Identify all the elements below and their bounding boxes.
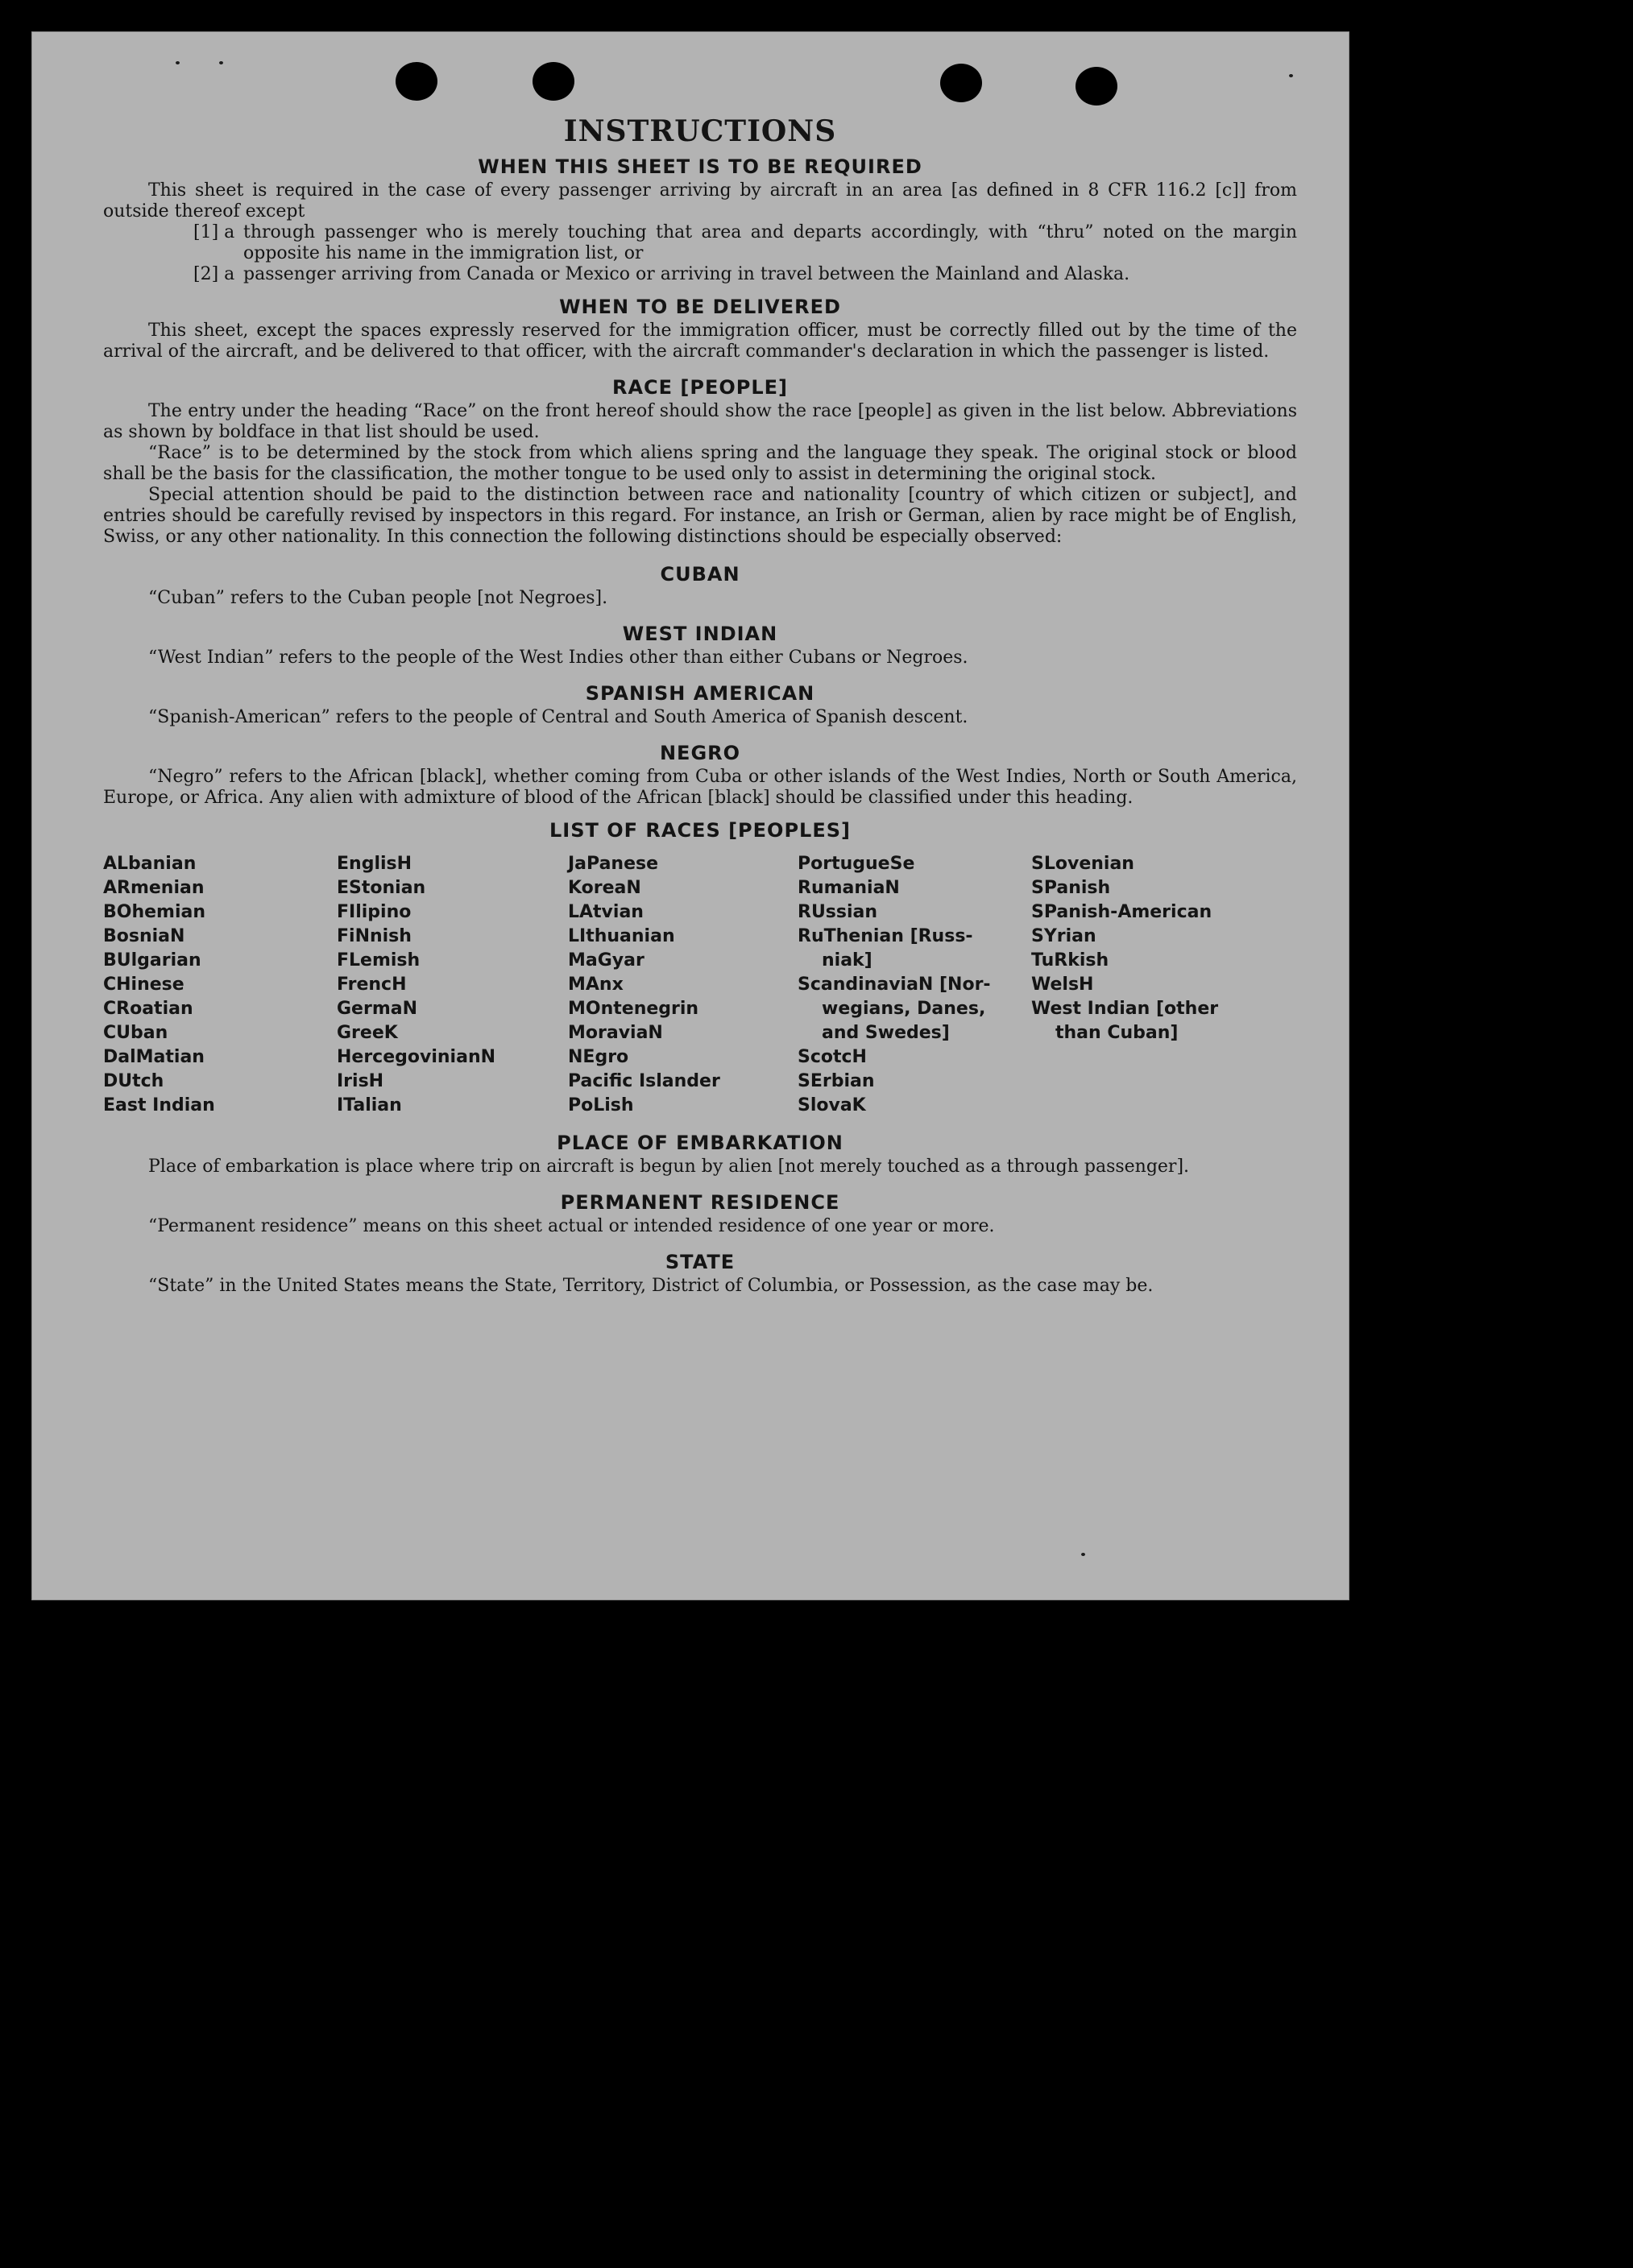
section-heading: CUBAN	[660, 563, 740, 586]
race-entry: SPanish	[1031, 878, 1111, 898]
race-entry: SErbian	[798, 1071, 875, 1091]
races-column	[568, 852, 798, 1118]
section-paragraph: “Cuban” refers to the Cuban people [not Negroes].	[148, 588, 608, 608]
section-race	[103, 374, 1297, 548]
ink-speck	[1081, 1553, 1085, 1556]
exception-number: [1] a	[193, 222, 235, 242]
races-table	[103, 852, 1297, 1118]
section-permanent-residence	[103, 1189, 1297, 1237]
race-entry: ARmenian	[103, 878, 205, 898]
race-entry: Pacific Islander	[568, 1071, 720, 1091]
race-entry: DalMatian	[103, 1047, 205, 1067]
document-page	[32, 32, 1349, 1600]
race-entry: BUlgarian	[103, 950, 201, 971]
race-entry: FiNnish	[337, 926, 412, 946]
races-column	[337, 852, 568, 1118]
ink-speck	[176, 61, 180, 64]
race-entry: SPanish-American	[1031, 902, 1212, 922]
race-entry: EnglisH	[337, 854, 412, 874]
section-west-indian	[103, 620, 1297, 668]
race-entry: GermaN	[337, 999, 418, 1019]
exception-item	[103, 222, 1297, 264]
section-heading: LIST OF RACES [PEOPLES]	[549, 819, 851, 842]
punch-hole	[940, 64, 982, 102]
race-entry: than Cuban]	[1055, 1023, 1179, 1043]
section-heading: SPANISH AMERICAN	[585, 682, 815, 705]
section-heading: NEGRO	[659, 742, 741, 764]
race-entry: SYrian	[1031, 926, 1096, 946]
section-embarkation	[103, 1129, 1297, 1177]
section-paragraph: This sheet is required in the case of every passenger arriving by aircraft in an area [as defined in 8 CFR 116.2 [c]] from outside thereof except	[103, 180, 1297, 221]
race-entry: MAnx	[568, 975, 624, 995]
race-entry: niak]	[822, 950, 872, 971]
race-entry: MaGyar	[568, 950, 644, 971]
ink-speck	[219, 61, 223, 64]
section-required	[103, 153, 1297, 285]
punch-hole	[1076, 67, 1117, 106]
section-paragraph: Place of embarkation is place where trip on aircraft is begun by alien [not merely touched as a through passenger].	[148, 1157, 1190, 1177]
races-column	[798, 852, 1031, 1118]
section-heading: PLACE OF EMBARKATION	[557, 1132, 843, 1154]
race-entry: CUban	[103, 1023, 168, 1043]
race-entry: SLovenian	[1031, 854, 1134, 874]
section-heading: WHEN TO BE DELIVERED	[559, 296, 841, 318]
race-entry: West Indian [other	[1031, 999, 1219, 1019]
exception-number: [2] a	[193, 264, 235, 284]
race-entry: BosniaN	[103, 926, 185, 946]
race-entry: LAtvian	[568, 902, 644, 922]
race-entry: wegians, Danes,	[822, 999, 986, 1019]
race-entry: CHinese	[103, 975, 184, 995]
race-entry: RumaniaN	[798, 878, 900, 898]
race-entry: MOntenegrin	[568, 999, 699, 1019]
race-entry: CRoatian	[103, 999, 193, 1019]
document-body	[103, 113, 1297, 1297]
section-paragraph: Special attention should be paid to the distinction between race and nationality [country of which citizen or subject], and entries should be carefully revised by inspectors in this regard. For instance, an Irish or German, alien by race might be of English, Swiss, or any other nationality. In this connection the following distinctions should be especially observed:	[103, 485, 1297, 547]
race-entry: and Swedes]	[822, 1023, 950, 1043]
document-title: INSTRUCTIONS	[563, 114, 837, 148]
race-entry: East Indian	[103, 1095, 215, 1115]
race-entry: BOhemian	[103, 902, 206, 922]
race-entry: ScotcH	[798, 1047, 867, 1067]
race-entry: PortugueSe	[798, 854, 915, 874]
section-delivered	[103, 293, 1297, 362]
race-entry: ITalian	[337, 1095, 402, 1115]
race-entry: ALbanian	[103, 854, 197, 874]
race-entry: RuThenian [Russ-	[798, 926, 973, 946]
section-paragraph: “Race” is to be determined by the stock from which aliens spring and the language they speak. The original stock or blood shall be the basis for the classification, the mother tongue to be used only to assist in determining the original stock.	[103, 443, 1297, 484]
races-column	[103, 852, 337, 1118]
section-cuban	[103, 561, 1297, 609]
race-entry: LIthuanian	[568, 926, 675, 946]
section-paragraph: “West Indian” refers to the people of the West Indies other than either Cubans or Negroes.	[148, 648, 968, 668]
race-entry: SlovaK	[798, 1095, 866, 1115]
section-paragraph: “State” in the United States means the State, Territory, District of Columbia, or Possession, as the case may be.	[148, 1276, 1154, 1296]
section-heading: PERMANENT RESIDENCE	[560, 1191, 840, 1214]
race-entry: WelsH	[1031, 975, 1094, 995]
race-entry: NEgro	[568, 1047, 629, 1067]
race-entry: EStonian	[337, 878, 426, 898]
exception-text: through passenger who is merely touching that area and departs accordingly, with “thru” noted on the margin opposite his name in the immigration list, or	[243, 222, 1297, 263]
section-paragraph: “Negro” refers to the African [black], whether coming from Cuba or other islands of the West Indies, North or South America, Europe, or Africa. Any alien with admixture of blood of the African [black] should be classified under this heading.	[103, 767, 1297, 808]
exception-text: passenger arriving from Canada or Mexico or arriving in travel between the Mainland and Alaska.	[243, 264, 1130, 284]
section-state	[103, 1248, 1297, 1297]
ink-speck	[1289, 74, 1293, 77]
race-entry: KoreaN	[568, 878, 641, 898]
punch-hole	[533, 62, 574, 101]
section-negro	[103, 739, 1297, 809]
race-entry: FIlipino	[337, 902, 412, 922]
race-entry: PoLish	[568, 1095, 634, 1115]
section-heading: WEST INDIAN	[622, 623, 778, 645]
section-spanish-american	[103, 680, 1297, 728]
race-entry: DUtch	[103, 1071, 164, 1091]
section-paragraph: The entry under the heading “Race” on the front hereof should show the race [people] as given in the list below. Abbreviations as shown by boldface in that list should be used.	[103, 401, 1297, 442]
race-entry: GreeK	[337, 1023, 398, 1043]
section-heading: RACE [PEOPLE]	[611, 376, 789, 399]
race-entry: MoraviaN	[568, 1023, 663, 1043]
race-entry: RUssian	[798, 902, 878, 922]
section-list-of-races	[103, 817, 1297, 1118]
races-column	[1031, 852, 1297, 1118]
section-heading: STATE	[665, 1251, 736, 1273]
race-entry: IrisH	[337, 1071, 384, 1091]
section-heading: WHEN THIS SHEET IS TO BE REQUIRED	[478, 155, 922, 178]
section-paragraph: This sheet, except the spaces expressly reserved for the immigration officer, must be correctly filled out by the time of the arrival of the aircraft, and be delivered to that officer, with the aircraft commander's declaration in which the passenger is listed.	[103, 321, 1297, 362]
race-entry: HercegovinianN	[337, 1047, 496, 1067]
race-entry: TuRkish	[1031, 950, 1109, 971]
race-entry: ScandinaviaN [Nor-	[798, 975, 991, 995]
punch-hole	[396, 62, 437, 101]
section-paragraph: “Spanish-American” refers to the people of Central and South America of Spanish descent.	[148, 707, 968, 727]
race-entry: FrencH	[337, 975, 407, 995]
section-paragraph: “Permanent residence” means on this sheet actual or intended residence of one year or more.	[148, 1216, 995, 1236]
exception-item	[103, 264, 1297, 285]
race-entry: FLemish	[337, 950, 421, 971]
race-entry: JaPanese	[568, 854, 659, 874]
